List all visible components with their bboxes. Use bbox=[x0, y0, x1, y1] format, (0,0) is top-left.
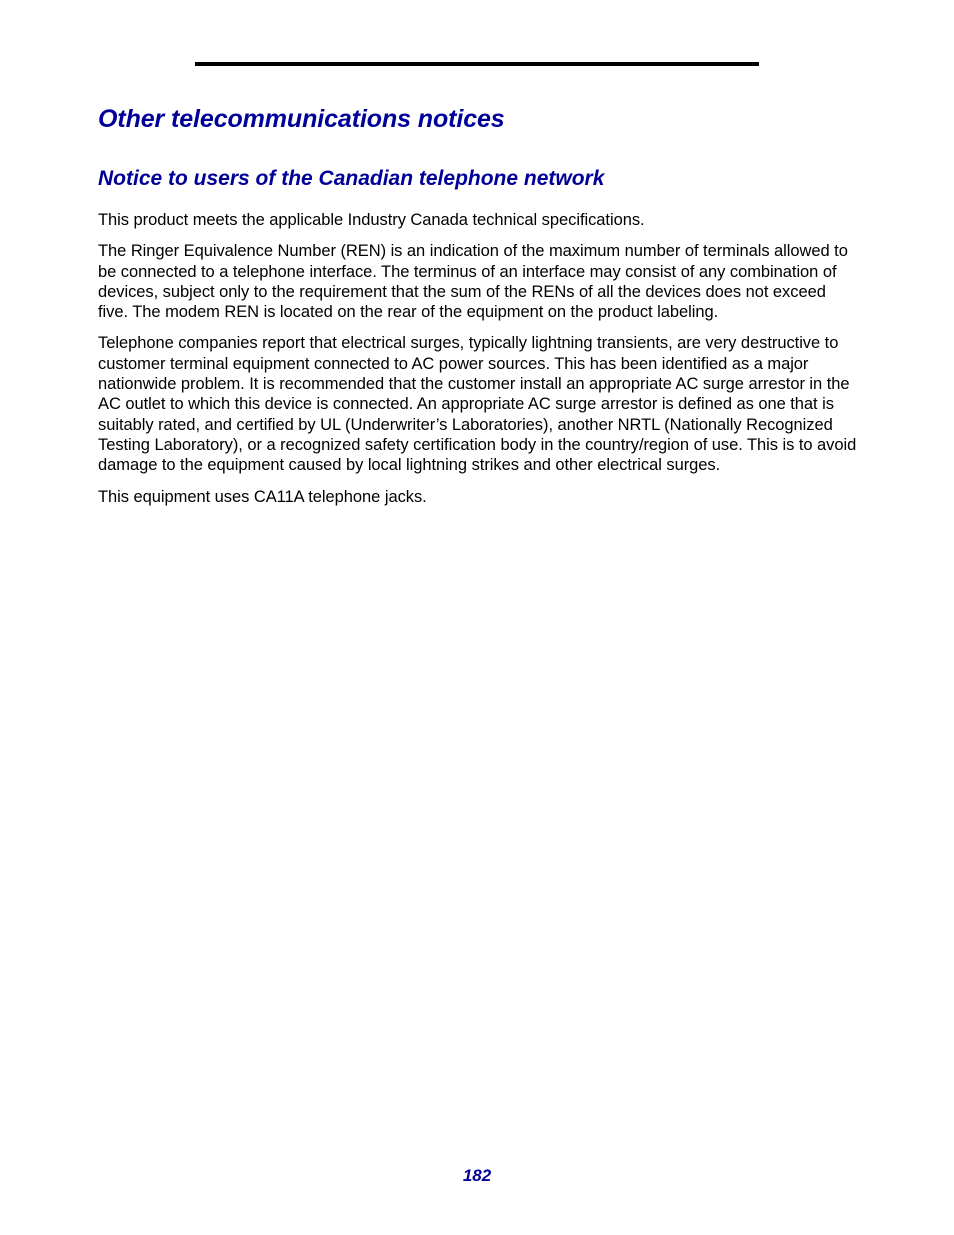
paragraph-surge-protection: Telephone companies report that electrical surges, typically lightning transients, are very destructive to customer terminal equipment connected to AC power sources. This has been identified as a major nationwide problem. It is recommended that the customer install an appropriate AC surge arrestor in the AC outlet to which this device is connected. An appropriate AC surge arrestor is defined as one that is suitably rated, and certified by UL (Underwriter’s Laboratories), another NRTL (Nationally Recognized Testing Laboratory), or a recognized safety certification body in the country/region of use. This is to avoid damage to the equipment caused by local lightning strikes and other electrical surges. bbox=[98, 334, 857, 475]
subsection-title: Notice to users of the Canadian telephone network bbox=[98, 167, 605, 190]
document-body bbox=[98, 100, 858, 507]
header-rule bbox=[195, 62, 759, 66]
page-number: 182 bbox=[462, 1166, 492, 1185]
paragraph-compliance: This product meets the applicable Industry Canada technical specifications. bbox=[98, 211, 645, 229]
paragraph-ren: The Ringer Equivalence Number (REN) is an indication of the maximum number of terminals allowed to be connected to a telephone interface. The terminus of an interface may consist of any combination of devices, subject only to the requirement that the sum of the RENs of all the devices does not exceed five. The modem REN is located on the rear of the equipment on the product labeling. bbox=[98, 242, 848, 322]
section-title: Other telecommunications notices bbox=[98, 105, 505, 133]
paragraph-jacks: This equipment uses CA11A telephone jacks. bbox=[98, 487, 427, 506]
